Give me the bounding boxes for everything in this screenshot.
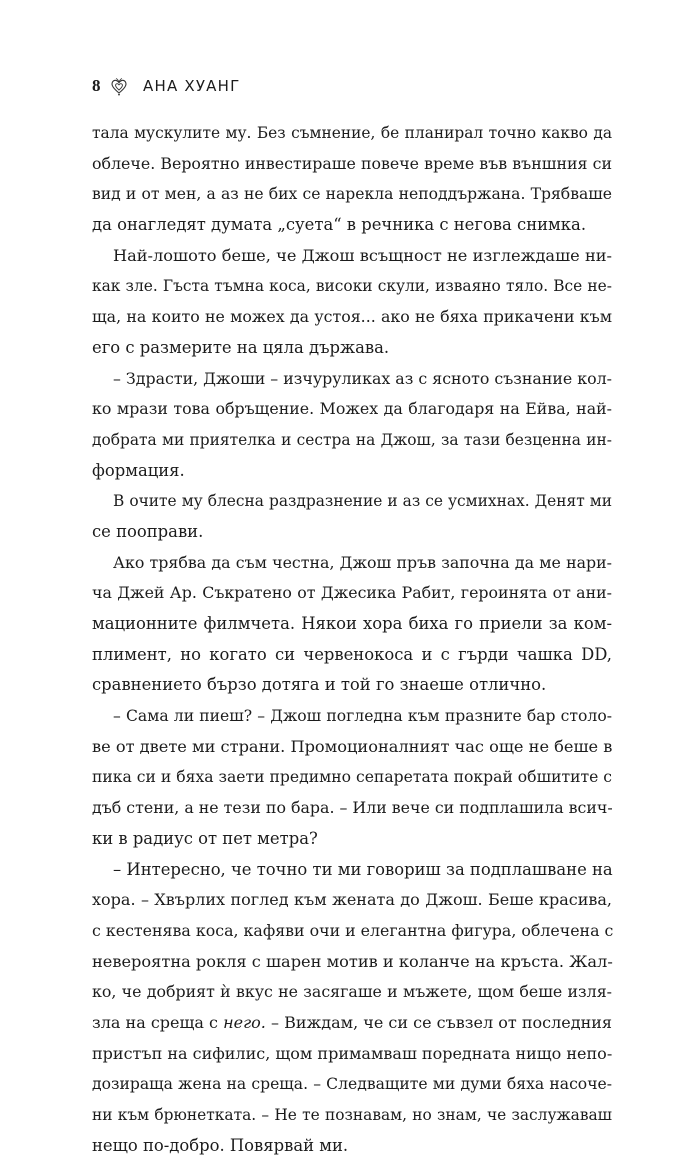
text-line: ко мрази това обръщение. Можех да благодаря на Ейва, най-: [92, 399, 612, 419]
text-line: хора. – Хвърлих поглед към жената до Джош. Беше красива,: [92, 890, 612, 910]
text-line: вид и от мен, а аз не бих се нарекла неподдържана. Трябваше: [92, 185, 612, 204]
text-line: В очите му блесна раздразнение и аз се усмихнах. Денят ми: [113, 492, 612, 511]
text-line: добрата ми приятелка и сестра на Джош, за тази безценна ин-: [92, 430, 612, 449]
text-line: се пооправи.: [92, 521, 204, 541]
text-segment: зла на среща с: [92, 1012, 224, 1032]
text-line: дозираща жена на среща. – Следващите ми думи бяха насоче-: [92, 1075, 612, 1094]
text-line: [92, 1008, 612, 1039]
text-line: нещо по-добро. Повярвай ми.: [92, 1135, 349, 1155]
text-line: – Здрасти, Джоши – изчуруликах аз с ясното съзнание кол-: [113, 368, 612, 388]
text-line: формация.: [92, 460, 185, 480]
text-line: дъб стени, а не тези по бара. – Или вече си подплашила всич-: [92, 798, 613, 818]
text-line: плимент, но когато си червенокоса и с гърди чашка DD,: [92, 644, 612, 664]
emphasized-text: него.: [223, 1012, 266, 1032]
text-line: пристъп на сифилис, щом примамваш поредната нищо непо-: [92, 1043, 613, 1063]
text-line: Най-лошото беше, че Джош всъщност не изглеждаше ни-: [113, 245, 612, 265]
author-name: АНА ХУАНГ: [143, 77, 241, 95]
page-number: 8: [92, 76, 101, 95]
text-line: ве от двете ми страни. Промоционалният час още не беше в: [92, 736, 613, 756]
text-line: сравнението бързо дотяга и той го знаеше отлично.: [92, 675, 547, 695]
text-line: ча Джей Ар. Съкратено от Джесика Рабит, героинята от ани-: [92, 583, 612, 603]
text-line: – Сама ли пиеш? – Джош погледна към празните бар столо-: [113, 707, 612, 726]
text-line: мационните филмчета. Някои хора биха го приели за ком-: [92, 614, 612, 633]
text-line: ща, на които не можех да устоя... ако не бяха прикачени към: [92, 307, 612, 327]
text-line: ки в радиус от пет метра?: [92, 828, 318, 848]
text-line: как зле. Гъста тъмна коса, високи скули, изваяно тяло. Все не-: [92, 277, 612, 296]
text-segment: – Виждам, че си се съвзел от последния: [265, 1012, 612, 1032]
text-line: – Интересно, че точно ти ми говориш за подплашване на: [113, 859, 613, 879]
text-line: Ако трябва да съм честна, Джош пръв започна да ме нари-: [113, 552, 612, 572]
text-line: тала мускулите му. Без съмнение, бе планирал точно какво да: [92, 124, 612, 142]
text-line: его с размерите на цяла държава.: [92, 337, 390, 357]
heart-flourish-icon: [109, 76, 129, 96]
text-line: ко, че добрият ѝ вкус не засягаше и мъжете, щом беше изля-: [92, 982, 612, 1002]
text-line: облече. Вероятно инвестираше повече време във външния си: [92, 153, 612, 173]
text-line: да онагледят думата „суета“ в речника с негова снимка.: [92, 215, 587, 235]
body-text: [92, 118, 612, 1161]
text-line: невероятна рокля с шарен мотив и коланче на кръста. Жал-: [92, 951, 613, 971]
running-head: [92, 74, 240, 98]
text-line: пика си и бяха заети предимно сепаретата покрай обшитите с: [92, 768, 613, 787]
text-line: с кестенява коса, кафяви очи и елегантна фигура, облечена с: [92, 920, 614, 940]
text-line: ни към брюнетката. – Не те познавам, но знам, че заслужаваш: [92, 1106, 612, 1124]
